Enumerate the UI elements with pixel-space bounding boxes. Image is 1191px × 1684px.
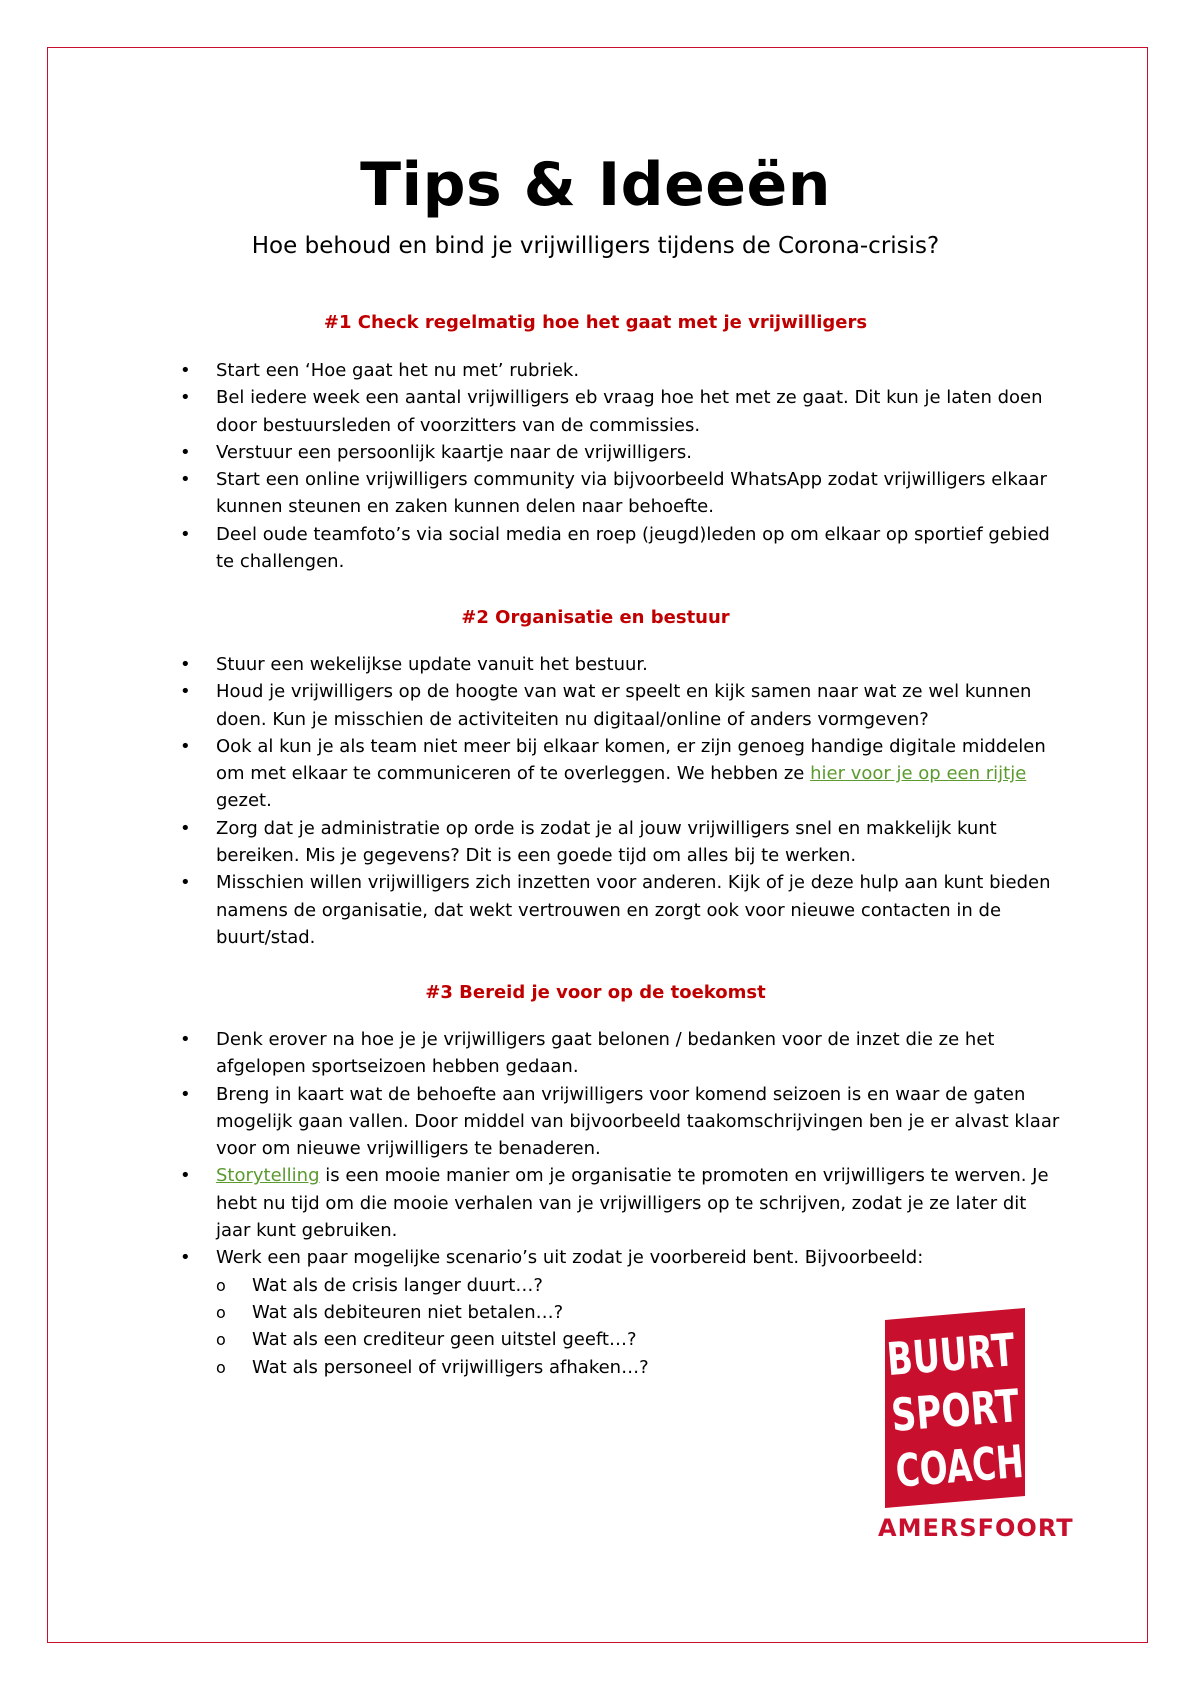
list-item: • Bel iedere week een aantal vrijwilligers eb vraag hoe het met ze gaat. Dit kun je laten doen door bestuursleden of voorzitters van de commissies. xyxy=(180,384,1060,439)
circle-bullet-icon: o xyxy=(216,1357,226,1377)
list-item: • Misschien willen vrijwilligers zich inzetten voor anderen. Kijk of je deze hulp aan kunt bieden namens de organisatie, dat wekt vertrouwen en zorgt ook voor nieuwe contacten in de buurt/stad. xyxy=(180,869,1060,951)
bullet-icon: • xyxy=(180,1083,191,1105)
logo-badge-icon xyxy=(880,1308,1073,1508)
digital-tools-link[interactable]: hier voor je op een rijtje xyxy=(810,763,1027,785)
bullet-icon: • xyxy=(180,387,191,409)
bullet-icon: • xyxy=(180,735,191,757)
logo-city: AMERSFOORT xyxy=(878,1514,1074,1542)
bullet-icon: • xyxy=(180,1165,191,1187)
storytelling-link[interactable]: Storytelling xyxy=(216,1165,320,1187)
bullet-icon: • xyxy=(180,469,191,491)
section-heading-3: #3 Bereid je voor op de toekomst xyxy=(425,982,766,1003)
list-item: • Start een ‘Hoe gaat het nu met’ rubriek. xyxy=(180,357,1060,384)
bullet-icon: • xyxy=(180,441,191,463)
list-item: • Houd je vrijwilligers op de hoogte van wat er speelt en kijk samen naar wat ze wel kunnen doen. Kun je misschien de activiteiten nu digitaal/online of anders vormgeven? xyxy=(180,678,1060,733)
circle-bullet-icon: o xyxy=(216,1302,226,1322)
list-item: • Start een online vrijwilligers community via bijvoorbeeld WhatsApp zodat vrijwilligers elkaar kunnen steunen en zaken kunnen delen naar behoefte. xyxy=(180,466,1060,521)
sub-list-item: o Wat als debiteuren niet betalen…? xyxy=(216,1299,1060,1326)
logo-line-1: BUURT xyxy=(884,1319,1060,1387)
bullet-icon: • xyxy=(180,872,191,894)
bullet-icon: • xyxy=(180,360,191,381)
bullet-icon: • xyxy=(180,681,191,703)
logo-line-3: COACH xyxy=(893,1431,1073,1498)
section-list-1 xyxy=(180,357,1060,575)
logo-line-2: SPORT xyxy=(889,1375,1060,1442)
bullet-icon: • xyxy=(180,523,191,545)
sub-list-item: o Wat als een crediteur geen uitstel geeft…? xyxy=(216,1326,1060,1353)
section-list-2 xyxy=(180,651,1060,951)
circle-bullet-icon: o xyxy=(216,1330,226,1350)
list-item: • Breng in kaart wat de behoefte aan vrijwilligers voor komend seizoen is en waar de gaten mogelijk gaan vallen. Door middel van bijvoorbeeld taakomschrijvingen ben je er alvast klaar voor om nieuwe vrijwilligers te benaderen. xyxy=(180,1081,1060,1163)
list-item: • Zorg dat je administratie op orde is zodat je al jouw vrijwilligers snel en makkelijk kunt bereiken. Mis je gegevens? Dit is een goede tijd om alles bij te werken. xyxy=(180,815,1060,870)
buurtsportcoach-logo xyxy=(880,1308,1073,1512)
bullet-icon: • xyxy=(180,654,191,675)
sub-list-item: o Wat als personeel of vrijwilligers afhaken…? xyxy=(216,1354,1060,1381)
list-item: • Stuur een wekelijkse update vanuit het bestuur. xyxy=(180,651,1060,678)
list-item: • Deel oude teamfoto’s via social media en roep (jeugd)leden op om elkaar op sportief gebied te challengen. xyxy=(180,521,1060,576)
bullet-icon: • xyxy=(180,1247,191,1269)
list-item: • Verstuur een persoonlijk kaartje naar de vrijwilligers. xyxy=(180,439,1060,466)
page-title: Tips & Ideeën xyxy=(360,150,831,220)
section-heading-2: #2 Organisatie en bestuur xyxy=(461,607,730,628)
list-item: • Denk erover na hoe je je vrijwilligers gaat belonen / bedanken voor de inzet die ze het afgelopen sportseizoen hebben gedaan. xyxy=(180,1026,1060,1081)
sub-list-item: o Wat als de crisis langer duurt…? xyxy=(216,1272,1060,1299)
bullet-icon: • xyxy=(180,1029,191,1050)
list-item: • Storytelling is een mooie manier om je organisatie te promoten en vrijwilligers te werven. Je hebt nu tijd om die mooie verhalen van je vrijwilligers op te schrijven, zodat je ze later dit jaar kunt gebruiken. xyxy=(180,1162,1060,1244)
section-heading-1: #1 Check regelmatig hoe het gaat met je vrijwilligers xyxy=(323,312,868,333)
list-item: • Werk een paar mogelijke scenario’s uit zodat je voorbereid bent. Bijvoorbeeld: o Wat als de crisis langer duurt…? o Wat als debiteuren niet betalen…? o Wat als een crediteur geen uitstel geeft…? o Wat als personeel of vrijwilligers afhaken…? xyxy=(180,1244,1060,1380)
page-subtitle: Hoe behoud en bind je vrijwilligers tijdens de Corona-crisis? xyxy=(251,233,940,259)
circle-bullet-icon: o xyxy=(216,1275,226,1295)
list-item: • Ook al kun je als team niet meer bij elkaar komen, er zijn genoeg handige digitale middelen om met elkaar te communiceren of te overleggen. We hebben ze hier voor je op een rijtje gezet. xyxy=(180,733,1060,815)
bullet-icon: • xyxy=(180,817,191,839)
